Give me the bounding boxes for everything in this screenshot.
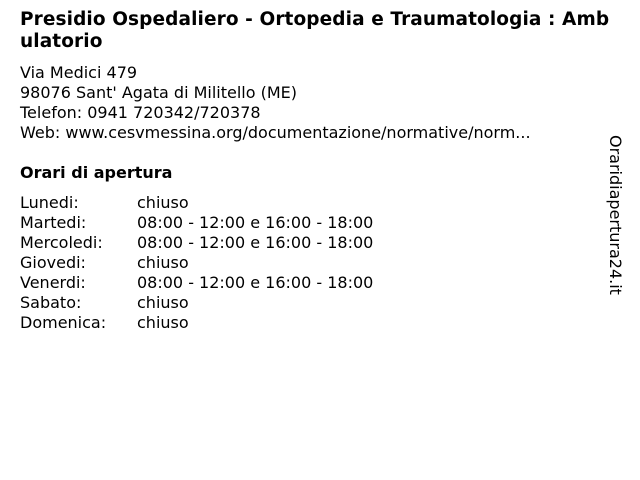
facility-card — [20, 9, 610, 333]
opening-hours-list — [20, 193, 610, 333]
day-hours: 08:00 - 12:00 e 16:00 - 18:00 — [137, 213, 374, 232]
day-hours: chiuso — [137, 293, 189, 312]
facility-name: Presidio Ospedaliero - Ortopedia e Traumatologia : Ambulatorio — [20, 9, 610, 52]
day-hours: chiuso — [137, 253, 189, 272]
hours-row-saturday — [20, 293, 610, 313]
day-hours: 08:00 - 12:00 e 16:00 - 18:00 — [137, 273, 374, 292]
hours-row-thursday — [20, 253, 610, 273]
city-address: 98076 Sant' Agata di Militello (ME) — [20, 83, 298, 102]
phone-number: Telefon: 0941 720342/720378 — [20, 103, 261, 122]
hours-row-wednesday — [20, 233, 610, 253]
website-link[interactable]: Web: www.cesvmessina.org/documentazione/normative/norm... — [20, 123, 531, 142]
day-hours: chiuso — [137, 193, 189, 212]
hours-row-sunday — [20, 313, 610, 333]
hours-row-tuesday — [20, 213, 610, 233]
site-brand-vertical: Oraridiapertura24.it — [606, 135, 625, 295]
day-hours: 08:00 - 12:00 e 16:00 - 18:00 — [137, 233, 374, 252]
day-hours: chiuso — [137, 313, 189, 332]
day-label: Martedi: — [20, 213, 87, 232]
day-label: Mercoledi: — [20, 233, 103, 252]
day-label: Domenica: — [20, 313, 107, 332]
hours-row-friday — [20, 273, 610, 293]
day-label: Lunedi: — [20, 193, 79, 212]
day-label: Venerdi: — [20, 273, 86, 292]
address-block — [20, 63, 610, 143]
day-label: Giovedi: — [20, 253, 86, 272]
hours-row-monday — [20, 193, 610, 213]
street-address: Via Medici 479 — [20, 63, 138, 82]
opening-hours-title: Orari di apertura — [20, 163, 173, 182]
day-label: Sabato: — [20, 293, 82, 312]
